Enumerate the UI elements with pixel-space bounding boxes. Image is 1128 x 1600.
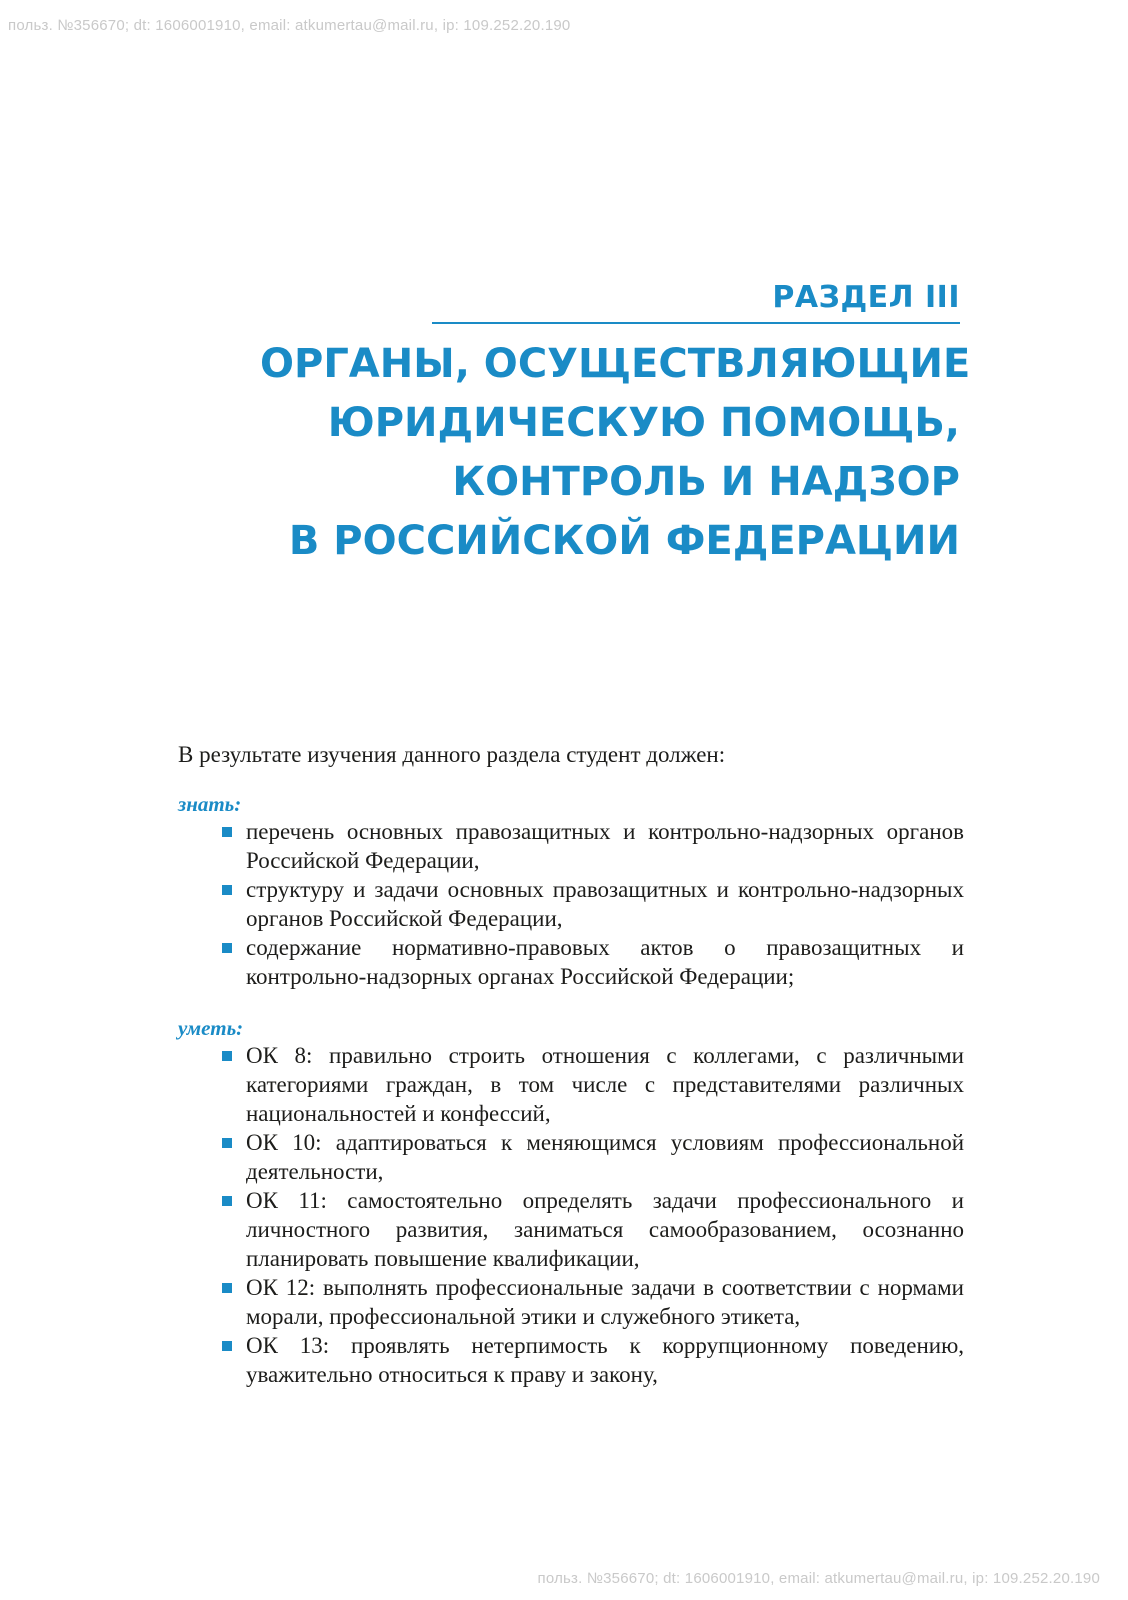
- bullet-square-icon: [222, 1138, 232, 1148]
- list-item: [178, 875, 964, 933]
- list-item-text: содержание нормативно-правовых актов о правозащитных и контрольно-надзорных органах Российской Федерации;: [246, 935, 964, 989]
- bullet-square-icon: [222, 1341, 232, 1351]
- list-item-text: ОК 11: самостоятельно определять задачи профессионального и личностного развития, заниматься самообразованием, осознанно планировать повышение квалификации,: [246, 1188, 964, 1271]
- list-item: [178, 1331, 964, 1389]
- list-item-text: структуру и задачи основных правозащитных и контрольно-надзорных органов Российской Федерации,: [246, 877, 964, 931]
- section-title-line: ОРГАНЫ, ОСУЩЕСТВЛЯЮЩИЕ: [260, 341, 971, 387]
- section-title-line: КОНТРОЛЬ И НАДЗОР: [452, 459, 960, 505]
- able-list: [178, 1041, 964, 1389]
- bullet-square-icon: [222, 1283, 232, 1293]
- bullet-square-icon: [222, 1051, 232, 1061]
- section-divider: [432, 322, 960, 324]
- group-label-able: уметь:: [178, 1016, 244, 1040]
- list-item-text: ОК 10: адаптироваться к меняющимся условиям профессиональной деятельности,: [246, 1130, 964, 1184]
- group-able: [178, 1015, 964, 1389]
- learning-outcomes: [178, 740, 964, 1413]
- list-item-text: перечень основных правозащитных и контрольно-надзорных органов Российской Федерации,: [246, 819, 964, 873]
- list-item: [178, 1128, 964, 1186]
- section-title-line: В РОССИЙСКОЙ ФЕДЕРАЦИИ: [288, 518, 960, 564]
- section-title-line: ЮРИДИЧЕСКУЮ ПОМОЩЬ,: [327, 400, 960, 446]
- watermark-top: польз. №356670; dt: 1606001910, email: atkumertau@mail.ru, ip: 109.252.20.190: [8, 17, 571, 34]
- list-item: [178, 1041, 964, 1128]
- section-label: РАЗДЕЛ III: [772, 280, 960, 315]
- know-list: [178, 817, 964, 991]
- list-item-text: ОК 8: правильно строить отношения с коллегами, с различными категориями граждан, в том числе с представителями различных национальностей и конфессий,: [246, 1043, 964, 1126]
- group-label-know: знать:: [178, 792, 242, 816]
- bullet-square-icon: [222, 885, 232, 895]
- list-item: [178, 817, 964, 875]
- list-item: [178, 1273, 964, 1331]
- group-know: [178, 791, 964, 991]
- bullet-square-icon: [222, 827, 232, 837]
- list-item: [178, 1186, 964, 1273]
- bullet-square-icon: [222, 943, 232, 953]
- section-title: [260, 335, 971, 571]
- list-item-text: ОК 13: проявлять нетерпимость к коррупционному поведению, уважительно относиться к праву и закону,: [246, 1333, 964, 1387]
- list-item-text: ОК 12: выполнять профессиональные задачи в соответствии с нормами морали, профессиональной этики и служебного этикета,: [246, 1275, 964, 1329]
- bullet-square-icon: [222, 1196, 232, 1206]
- watermark-bottom: польз. №356670; dt: 1606001910, email: atkumertau@mail.ru, ip: 109.252.20.190: [537, 1570, 1100, 1587]
- list-item: [178, 933, 964, 991]
- intro-text: В результате изучения данного раздела студент должен:: [178, 742, 726, 767]
